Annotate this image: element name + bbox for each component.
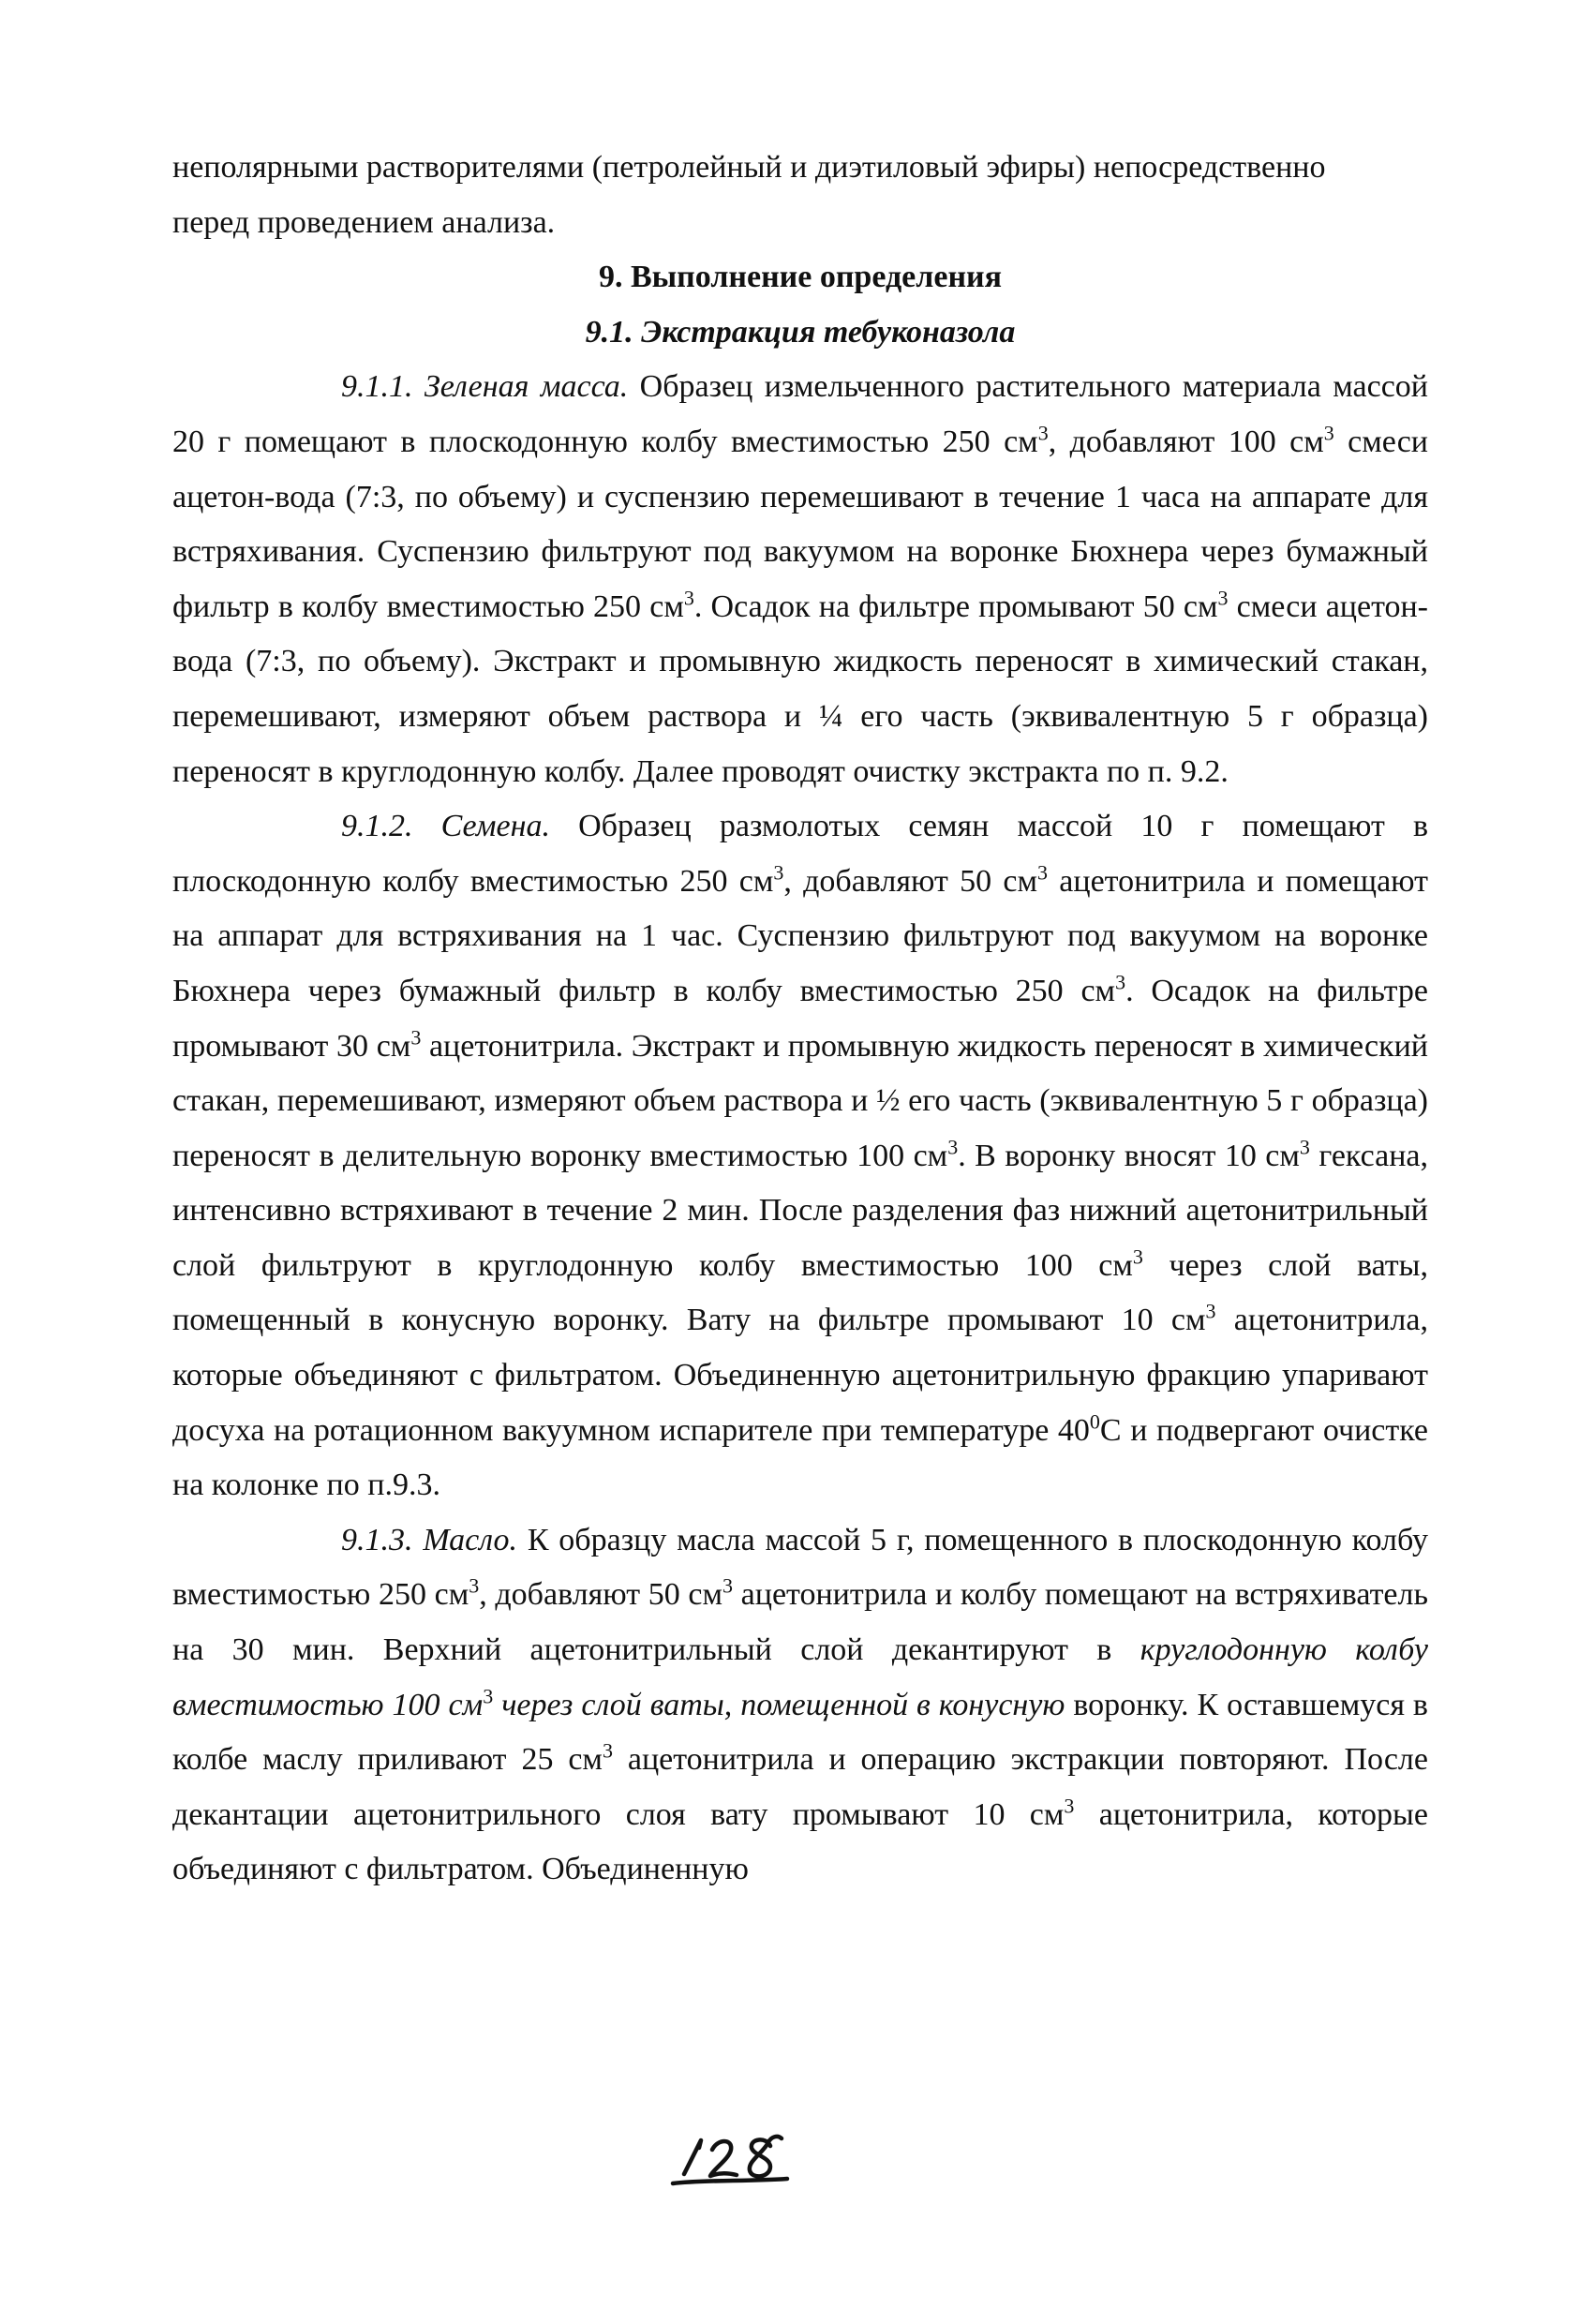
italic-fragment: круглодонную колбу вместимостью 100 см	[172, 1632, 1428, 1722]
superscript: 3	[683, 586, 694, 610]
paragraph-green-mass: 9.1.1. Зеленая масса. Образец измельченного растительного материала массой 20 г помещают в плоскодонную колбу вместимостью 250 $см^3$, добавляют 100 $см^3$ смеси ацетон-вода (7:3, по объему) и суспензию перемешивают в течение 1 часа на аппарате для встряхивания. Суспензию фильтруют под вакуумом на воронке Бюхнера через бумажный фильтр в колбу вместимостью 250 $см^3$. Осадок на фильтре промывают 50 $см^3$ смеси ацетон-вода (7:3, по объему). Экстракт и промывную жидкость переносят в химический стакан, перемешивают, измеряют объем раствора и ¼ его часть (эквивалентную 5 г образца) переносят в круглодонную колбу. Далее проводят очистку экстракта по п. 9.2.	[172, 369, 1429, 789]
intro-line-2: перед проведением анализа.	[172, 204, 556, 240]
superscript: 3	[1323, 421, 1334, 445]
superscript: 3	[602, 1738, 613, 1763]
paragraph-label: 9.1.2. Семена.	[341, 809, 550, 844]
intro-line-1: неполярными растворителями (петролейный и диэтиловый эфиры) непосредственно	[172, 150, 1326, 185]
superscript: 3	[469, 1574, 480, 1599]
paragraph-oil: 9.1.3. Масло. К образцу масла массой 5 г, помещенного в плоскодонную колбу вместимостью 250 $см^3$, добавляют 50 $см^3$ ацетонитрила и колбу помещают на встряхиватель на 30 мин. Верхний ацетонитрильный слой декантируют в круглодонную колбу вместимостью 100 $см^3$ через слой ваты, помещенной в конусную воронку. К оставшемуся в колбе маслу приливают 25 $см^3$ ацетонитрила и операцию экстракции повторяют. После декантации ацетонитрильного слоя вату промывают 10 $см^3$ ацетонитрила, которые объединяют с фильтратом. Объединенную	[172, 1522, 1429, 1887]
handwritten-page-number	[665, 2125, 797, 2191]
section-title: 9. Выполнение определения	[598, 260, 1003, 295]
paragraph-label: 9.1.1. Зеленая масса.	[341, 369, 629, 405]
intro-paragraph	[172, 141, 1428, 250]
superscript: 3	[1037, 421, 1049, 445]
superscript: 3	[1217, 586, 1229, 610]
subsection-title: 9.1. Экстракция тебуконазола	[585, 314, 1016, 350]
superscript: 3	[483, 1684, 494, 1708]
paragraph-label: 9.1.3. Масло.	[341, 1522, 517, 1557]
superscript: 3	[1115, 970, 1126, 994]
superscript: 3	[1132, 1244, 1143, 1269]
italic-fragment: через слой ваты, помещенной в конусную	[493, 1687, 1065, 1722]
superscript: 3	[1205, 1300, 1216, 1324]
superscript: 3	[723, 1574, 734, 1599]
superscript: 3	[1037, 860, 1049, 885]
superscript: 3	[410, 1025, 422, 1050]
superscript: 3	[1064, 1794, 1075, 1818]
degree-superscript: 0	[1089, 1409, 1100, 1434]
superscript: 3	[773, 860, 784, 885]
superscript: 3	[947, 1135, 959, 1159]
paragraph-seeds: 9.1.2. Семена. Образец размолотых семян массой 10 г помещают в плоскодонную колбу вместимостью 250 $см^3$, добавляют 50 $см^3$ ацетонитрила и помещают на аппарат для встряхивания на 1 час. Суспензию фильтруют под вакуумом на воронке Бюхнера через бумажный фильтр в колбу вместимостью 250 $см^3$. Осадок на фильтре промывают 30 $см^3$ ацетонитрила. Экстракт и промывную жидкость переносят в химический стакан, перемешивают, измеряют объем раствора и ½ его часть (эквивалентную 5 г образца) переносят в делительную воронку вместимостью 100 $см^3$. В воронку вносят 10 $см^3$ гексана, интенсивно встряхивают в течение 2 мин. После разделения фаз нижний ацетонитрильный слой фильтруют в круглодонную колбу вместимостью 100 $см^3$ через слой ваты, помещенный в конусную воронку. Вату на фильтре промывают 10 $см^3$ ацетонитрила, которые объединяют с фильтратом. Объединенную ацетонитрильную фракцию упаривают досуха на ротационном вакуумном испарителе при температуре $40^0С$ и подвергают очистке на колонке по п.9.3.	[172, 809, 1429, 1503]
superscript: 3	[1299, 1135, 1310, 1159]
page-content	[172, 141, 1428, 1898]
